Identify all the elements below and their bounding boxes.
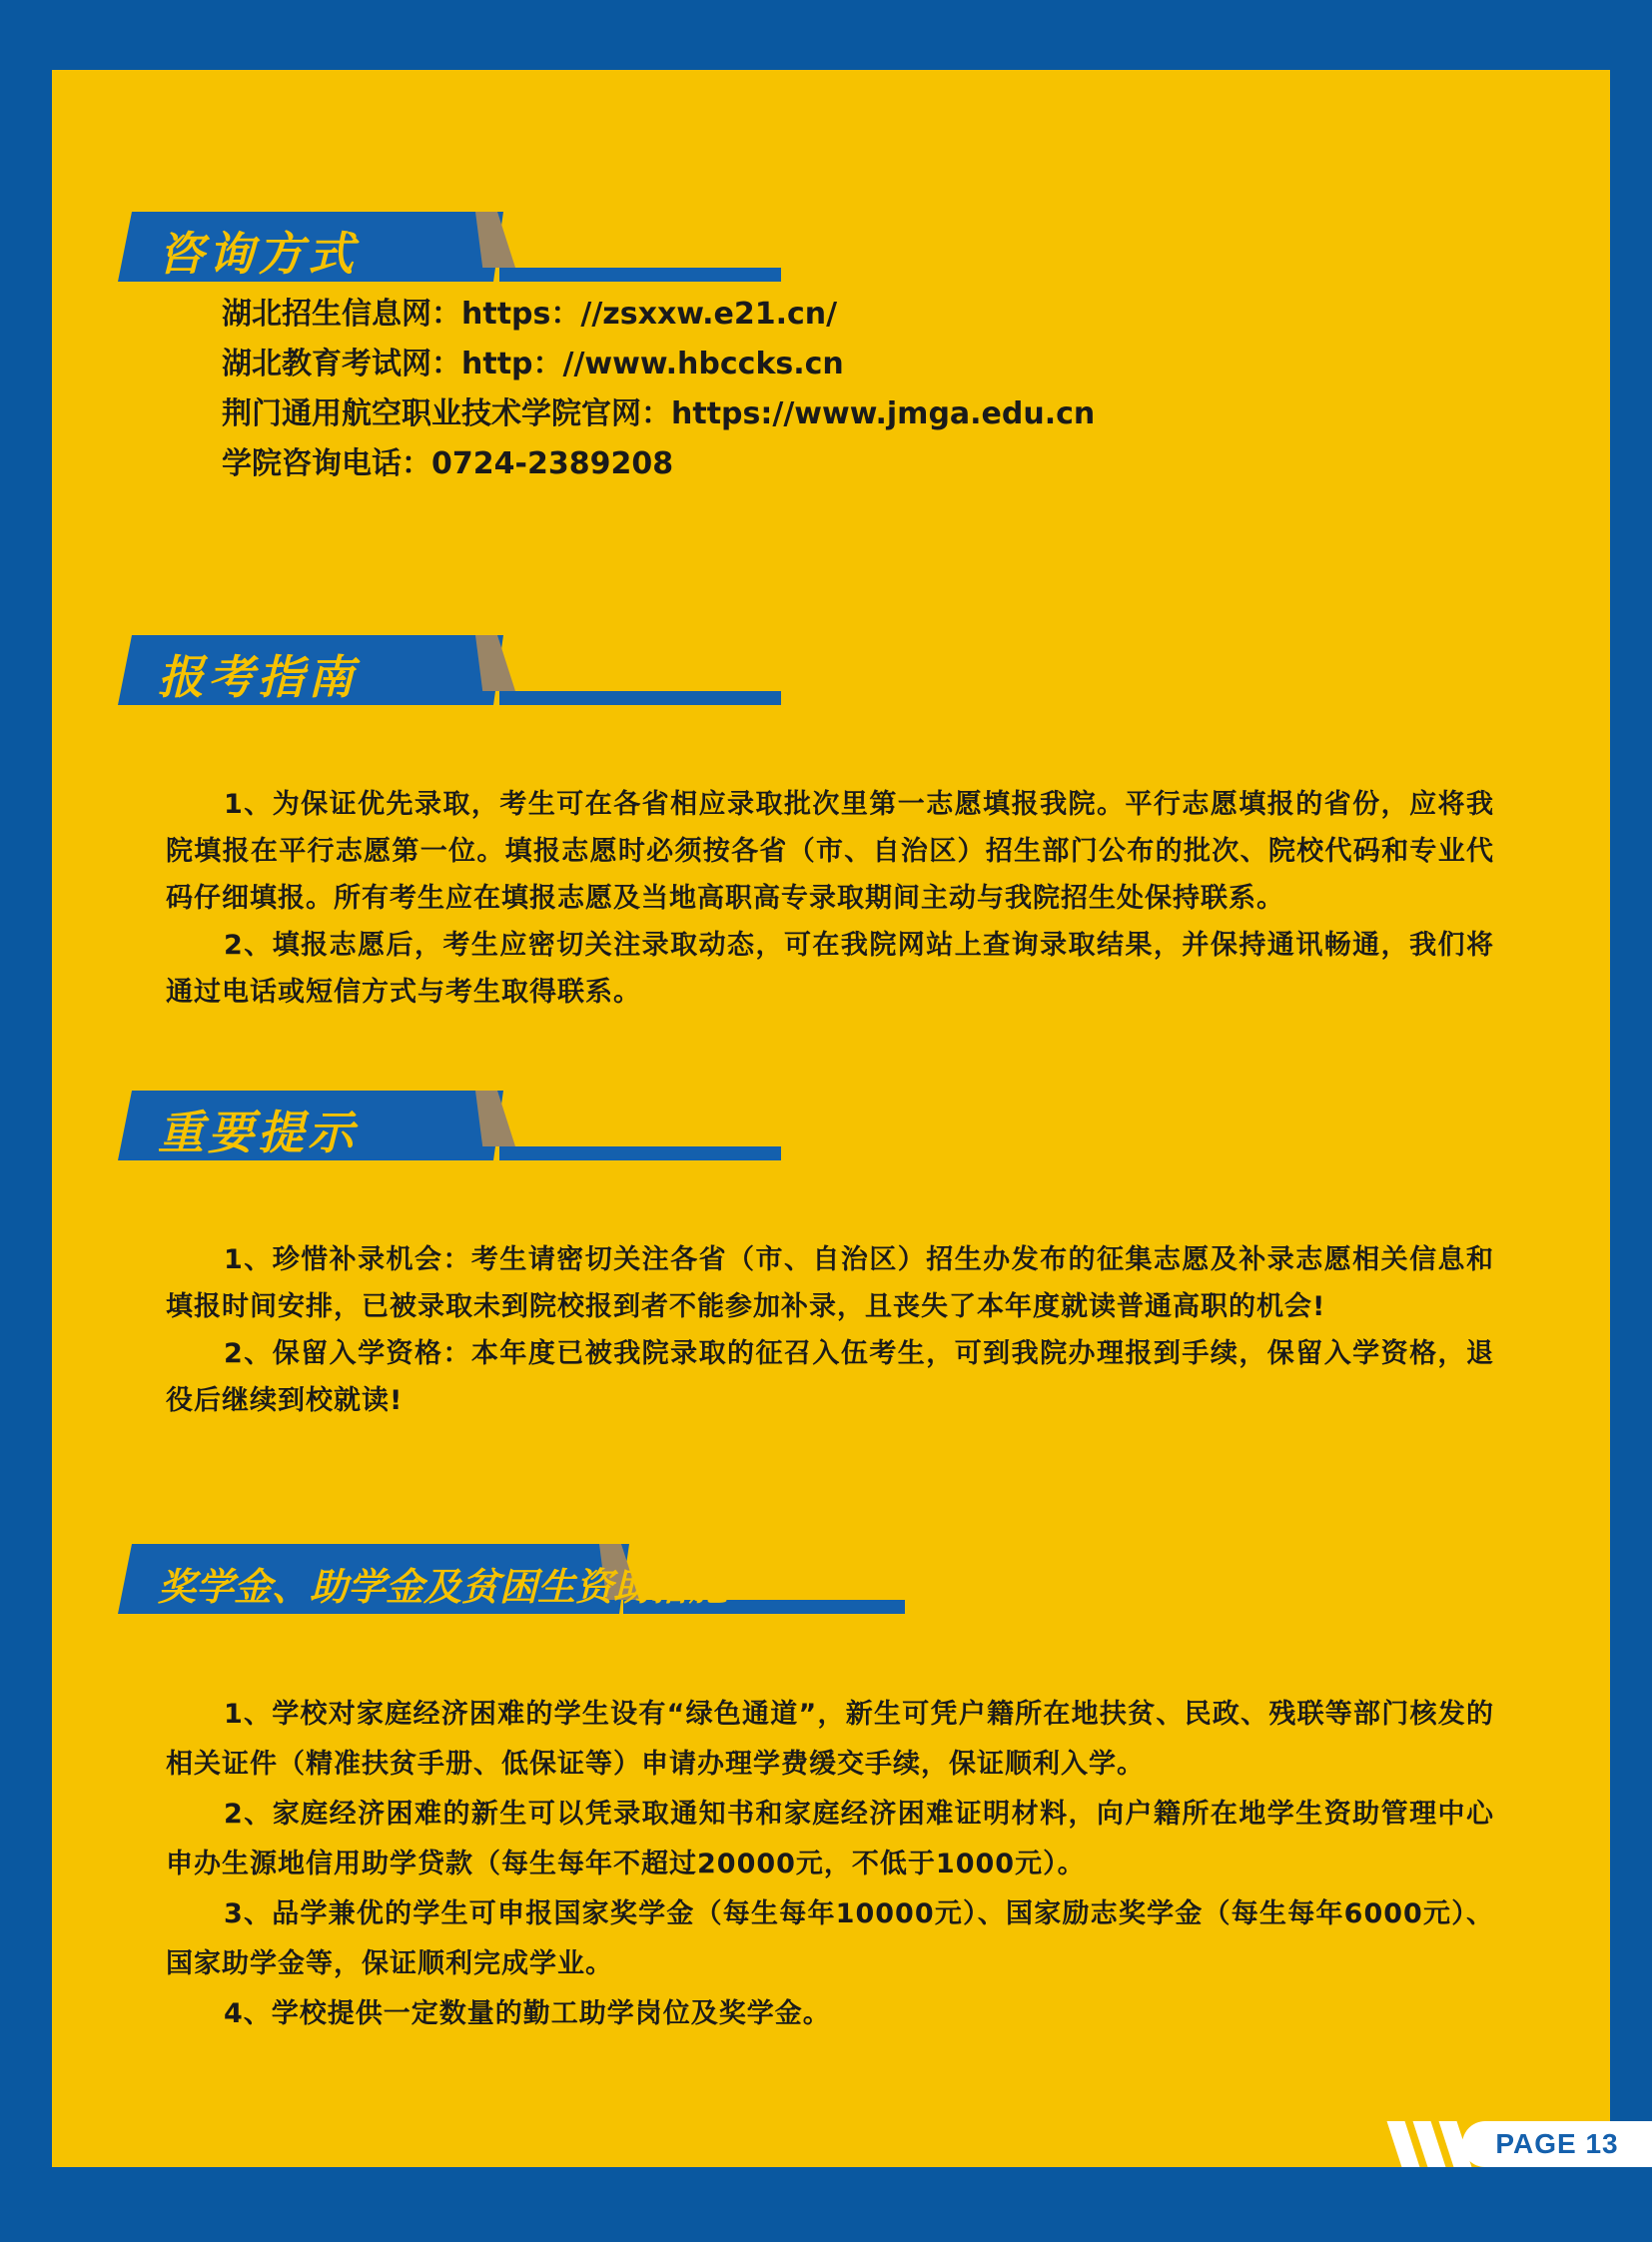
section-header-guide — [0, 635, 1652, 711]
contact-line[interactable]: 湖北招生信息网：https：//zsxxw.e21.cn/ — [222, 297, 838, 332]
contact-line[interactable]: 湖北教育考试网：http：//www.hbccks.cn — [222, 347, 844, 381]
paragraph: 1、为保证优先录取，考生可在各省相应录取批次里第一志愿填报我院。平行志愿填报的省份，应将我院填报在平行志愿第一位。填报志愿时必须按各省（市、自治区）招生部门公布的批次、院校代码和专业代码仔细填报。所有考生应在填报志愿及当地高职高专录取期间主动与我院招生处保持联系。 — [166, 789, 1494, 914]
paragraph: 1、学校对家庭经济困难的学生设有“绿色通道”，新生可凭户籍所在地扶贫、民政、残联等部门核发的相关证件（精准扶贫手册、低保证等）申请办理学费缓交手续，保证顺利入学。 — [166, 1699, 1494, 1780]
page-number-tab — [1382, 2117, 1652, 2167]
paragraph: 2、填报志愿后，考生应密切关注录取动态，可在我院网站上查询录取结果，并保持通讯畅通，我们将通过电话或短信方式与考生取得联系。 — [166, 930, 1494, 1008]
guide-body — [166, 781, 1494, 1016]
contact-list — [222, 290, 1095, 489]
header-underline — [499, 1146, 781, 1160]
paragraph: 3、品学兼优的学生可申报国家奖学金（每生每年10000元）、国家励志奖学金（每生每年6000元）、国家助学金等，保证顺利完成学业。 — [166, 1898, 1494, 1979]
section-title: 重要提示 — [158, 1106, 358, 1159]
section-title: 奖学金、助学金及贫困生资助措施 — [158, 1565, 728, 1609]
section-header-aid — [0, 1544, 1652, 1620]
section-header-notice — [0, 1091, 1652, 1166]
contact-line[interactable]: 荆门通用航空职业技术学院官网：https://www.jmga.edu.cn — [222, 396, 1096, 431]
header-underline — [499, 268, 781, 282]
paragraph: 2、保留入学资格：本年度已被我院录取的征召入伍考生，可到我院办理报到手续，保留入学资格，退役后继续到校就读! — [166, 1338, 1494, 1416]
paragraph: 4、学校提供一定数量的勤工助学岗位及奖学金。 — [224, 1998, 831, 2029]
header-underline — [499, 691, 781, 705]
section-title: 咨询方式 — [158, 227, 358, 281]
contact-line: 学院咨询电话：0724-2389208 — [222, 446, 674, 481]
paragraph: 2、家庭经济困难的新生可以凭录取通知书和家庭经济困难证明材料，向户籍所在地学生资助管理中心申办生源地信用助学贷款（每生每年不超过20000元，不低于1000元）。 — [166, 1799, 1494, 1879]
section-title: 报考指南 — [158, 650, 358, 704]
paragraph: 1、珍惜补录机会：考生请密切关注各省（市、自治区）招生办发布的征集志愿及补录志愿相关信息和填报时间安排，已被录取未到院校报到者不能参加补录，且丧失了本年度就读普通高职的机会! — [166, 1244, 1494, 1322]
page-number: PAGE 13 — [1462, 2121, 1652, 2167]
aid-body — [166, 1690, 1494, 2039]
section-header-contact — [0, 212, 1652, 288]
notice-body — [166, 1236, 1494, 1424]
